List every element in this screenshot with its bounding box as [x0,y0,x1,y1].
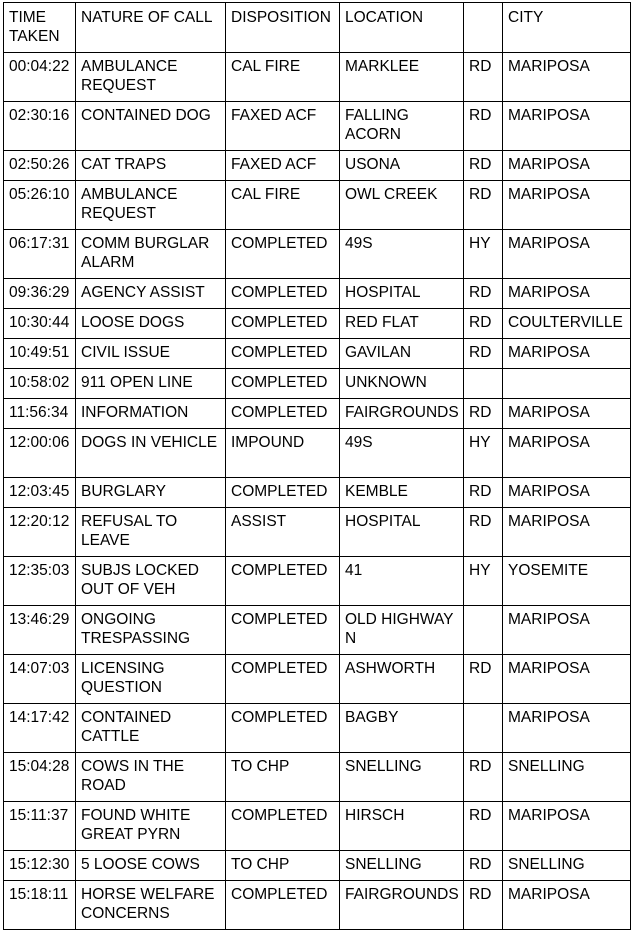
cell-nature: BURGLARY [76,478,226,508]
cell-disposition: COMPLETED [226,655,340,704]
cell-location: SNELLING [340,753,464,802]
table-row [4,881,631,930]
cell-disposition: COMPLETED [226,704,340,753]
cell-city: SNELLING [503,851,631,881]
cell-location: 49S [340,429,464,478]
cell-nature: REFUSAL TO LEAVE [76,508,226,557]
cell-time: 10:58:02 [4,369,76,399]
table-row [4,802,631,851]
cell-time: 12:20:12 [4,508,76,557]
cell-suffix: RD [464,181,503,230]
header-location: LOCATION [340,3,464,53]
cell-city: COULTERVILLE [503,309,631,339]
header-row [4,3,631,53]
cell-location: FAIRGROUNDS [340,881,464,930]
cell-disposition: TO CHP [226,851,340,881]
cell-nature: AGENCY ASSIST [76,279,226,309]
cell-nature: COMM BURGLAR ALARM [76,230,226,279]
cell-nature: LOOSE DOGS [76,309,226,339]
cell-location: HIRSCH [340,802,464,851]
cell-time: 15:18:11 [4,881,76,930]
cell-time: 05:26:10 [4,181,76,230]
cell-time: 14:17:42 [4,704,76,753]
cell-disposition: COMPLETED [226,339,340,369]
cell-city: MARIPOSA [503,429,631,478]
cell-nature: SUBJS LOCKED OUT OF VEH [76,557,226,606]
cell-location: HOSPITAL [340,508,464,557]
cell-disposition: FAXED ACF [226,102,340,151]
cell-location: HOSPITAL [340,279,464,309]
table-row [4,429,631,478]
cell-time: 15:11:37 [4,802,76,851]
cell-location: USONA [340,151,464,181]
table-row [4,753,631,802]
cell-nature: INFORMATION [76,399,226,429]
cell-suffix: RD [464,881,503,930]
cell-suffix: RD [464,339,503,369]
table-row [4,181,631,230]
cell-nature: CIVIL ISSUE [76,339,226,369]
cell-nature: CONTAINED DOG [76,102,226,151]
cell-city: MARIPOSA [503,881,631,930]
cell-disposition: ASSIST [226,508,340,557]
cell-suffix: RD [464,655,503,704]
cell-disposition: CAL FIRE [226,53,340,102]
cell-time: 10:30:44 [4,309,76,339]
cell-suffix: RD [464,802,503,851]
header-city: CITY [503,3,631,53]
cell-location: RED FLAT [340,309,464,339]
cell-location: ASHWORTH [340,655,464,704]
cell-city: MARIPOSA [503,802,631,851]
cell-disposition: COMPLETED [226,279,340,309]
cell-city: YOSEMITE [503,557,631,606]
cell-disposition: IMPOUND [226,429,340,478]
cell-city: MARIPOSA [503,399,631,429]
cell-location: OWL CREEK [340,181,464,230]
cell-suffix [464,369,503,399]
cell-location: GAVILAN [340,339,464,369]
cell-disposition: COMPLETED [226,478,340,508]
cell-suffix: RD [464,309,503,339]
cell-location: 49S [340,230,464,279]
cell-time: 12:00:06 [4,429,76,478]
cell-location: UNKNOWN [340,369,464,399]
cell-time: 15:12:30 [4,851,76,881]
cell-time: 09:36:29 [4,279,76,309]
cell-location: SNELLING [340,851,464,881]
cell-disposition: COMPLETED [226,369,340,399]
table-row [4,279,631,309]
cell-location: OLD HIGHWAY N [340,606,464,655]
call-log-table [3,2,631,930]
cell-nature: COWS IN THE ROAD [76,753,226,802]
table-row [4,369,631,399]
cell-nature: HORSE WELFARE CONCERNS [76,881,226,930]
cell-nature: ONGOING TRESPASSING [76,606,226,655]
header-disposition: DISPOSITION [226,3,340,53]
cell-time: 00:04:22 [4,53,76,102]
cell-time: 12:35:03 [4,557,76,606]
cell-suffix: RD [464,753,503,802]
cell-nature: CAT TRAPS [76,151,226,181]
cell-city: MARIPOSA [503,53,631,102]
cell-location: BAGBY [340,704,464,753]
cell-suffix [464,606,503,655]
table-row [4,399,631,429]
table-row [4,339,631,369]
cell-city: MARIPOSA [503,655,631,704]
cell-time: 02:30:16 [4,102,76,151]
cell-suffix: RD [464,399,503,429]
cell-location: MARKLEE [340,53,464,102]
cell-nature: CONTAINED CATTLE [76,704,226,753]
cell-time: 11:56:34 [4,399,76,429]
cell-time: 02:50:26 [4,151,76,181]
cell-time: 10:49:51 [4,339,76,369]
table-row [4,309,631,339]
cell-nature: AMBULANCE REQUEST [76,53,226,102]
table-row [4,230,631,279]
cell-disposition: COMPLETED [226,230,340,279]
cell-city: MARIPOSA [503,704,631,753]
cell-city: MARIPOSA [503,151,631,181]
table-row [4,508,631,557]
cell-location: FAIRGROUNDS [340,399,464,429]
table-row [4,557,631,606]
cell-city: MARIPOSA [503,606,631,655]
cell-suffix [464,704,503,753]
cell-city: SNELLING [503,753,631,802]
cell-city [503,369,631,399]
cell-disposition: COMPLETED [226,309,340,339]
table-row [4,606,631,655]
cell-city: MARIPOSA [503,508,631,557]
cell-suffix: RD [464,53,503,102]
cell-suffix: HY [464,429,503,478]
table-row [4,704,631,753]
cell-suffix: RD [464,508,503,557]
table-row [4,851,631,881]
cell-disposition: CAL FIRE [226,181,340,230]
cell-city: MARIPOSA [503,339,631,369]
table-row [4,151,631,181]
header-nature-of-call: NATURE OF CALL [76,3,226,53]
cell-disposition: COMPLETED [226,557,340,606]
table-row [4,53,631,102]
cell-suffix: RD [464,151,503,181]
cell-city: MARIPOSA [503,478,631,508]
cell-suffix: RD [464,102,503,151]
cell-location: FALLING ACORN [340,102,464,151]
cell-suffix: RD [464,279,503,309]
cell-nature: DOGS IN VEHICLE [76,429,226,478]
cell-suffix: HY [464,230,503,279]
cell-time: 13:46:29 [4,606,76,655]
cell-time: 06:17:31 [4,230,76,279]
cell-time: 14:07:03 [4,655,76,704]
cell-city: MARIPOSA [503,279,631,309]
cell-disposition: FAXED ACF [226,151,340,181]
cell-suffix: RD [464,478,503,508]
table-row [4,655,631,704]
cell-disposition: TO CHP [226,753,340,802]
cell-nature: 5 LOOSE COWS [76,851,226,881]
table-row [4,478,631,508]
cell-nature: LICENSING QUESTION [76,655,226,704]
cell-location: KEMBLE [340,478,464,508]
cell-city: MARIPOSA [503,230,631,279]
cell-nature: AMBULANCE REQUEST [76,181,226,230]
header-suffix [464,3,503,53]
cell-disposition: COMPLETED [226,802,340,851]
cell-disposition: COMPLETED [226,399,340,429]
cell-location: 41 [340,557,464,606]
cell-nature: 911 OPEN LINE [76,369,226,399]
cell-suffix: HY [464,557,503,606]
cell-city: MARIPOSA [503,102,631,151]
table-row [4,102,631,151]
header-time-taken: TIME TAKEN [4,3,76,53]
cell-city: MARIPOSA [503,181,631,230]
cell-nature: FOUND WHITE GREAT PYRN [76,802,226,851]
cell-time: 12:03:45 [4,478,76,508]
cell-suffix: RD [464,851,503,881]
cell-disposition: COMPLETED [226,881,340,930]
cell-disposition: COMPLETED [226,606,340,655]
cell-time: 15:04:28 [4,753,76,802]
